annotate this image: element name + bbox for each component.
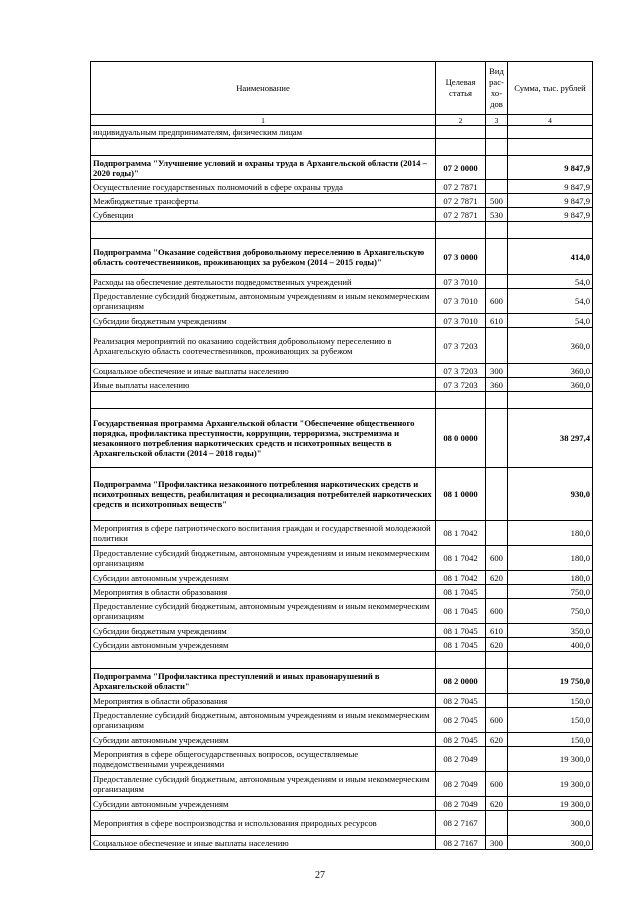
cell-sum: 750,0 (508, 585, 593, 599)
cell-name: Государственная программа Архангельской области "Обеспечение общественного порядка, профилактика преступности, коррупции, терроризма, экстремизма и незаконного потребления наркотических средств и психотропных веществ в Архангельской области (2014 – 2018 годы)" (91, 409, 436, 468)
cell-code: 07 2 7871 (436, 194, 486, 208)
header-vid: Вид рас-хо-дов (486, 62, 508, 115)
table-row (91, 797, 593, 811)
section-row (91, 156, 593, 180)
spacer-row (91, 222, 593, 239)
cell-name: Подпрограмма "Профилактика незаконного потребления наркотических средств и психотропных веществ, реабилитация и ресоциализация потребителей наркотических средств и психотропных веществ" (91, 468, 436, 521)
cell-name: Мероприятия в сфере воспроизводства и использования природных ресурсов (91, 811, 436, 836)
cell-vid (486, 468, 508, 521)
table-row (91, 811, 593, 836)
cell-vid (486, 585, 508, 599)
cell-code: 08 1 0000 (436, 468, 486, 521)
cell-vid (486, 239, 508, 275)
cell-vid (486, 669, 508, 694)
table-row (91, 364, 593, 378)
cell-name: Предоставление субсидий бюджетным, автономным учреждениям и иным некоммерческим организациям (91, 599, 436, 624)
cell-sum: 180,0 (508, 546, 593, 571)
cell-name: Мероприятия в сфере патриотического воспитания граждан и государственной молодежной политики (91, 521, 436, 546)
cell-code: 07 3 7010 (436, 314, 486, 328)
header-name: Наименование (91, 62, 436, 115)
table-row (91, 314, 593, 328)
cell-code: 08 1 7045 (436, 599, 486, 624)
spacer-row (91, 652, 593, 669)
cell-name: Социальное обеспечение и иные выплаты населению (91, 364, 436, 378)
empty-cell (436, 222, 486, 239)
cell-name: Предоставление субсидий бюджетным, автономным учреждениям и иным некоммерческим организациям (91, 289, 436, 314)
table-row (91, 180, 593, 194)
cell-code: 08 2 7049 (436, 797, 486, 811)
cell-name: Субсидии бюджетным учреждениям (91, 314, 436, 328)
cell-vid: 620 (486, 571, 508, 585)
section-row (91, 669, 593, 694)
cell-name: Субсидии автономным учреждениям (91, 733, 436, 747)
cell-name: Осуществление государственных полномочий в сфере охраны труда (91, 180, 436, 194)
cell-code: 07 3 7203 (436, 328, 486, 364)
cell-code: 08 2 7049 (436, 747, 486, 772)
cell-sum: 350,0 (508, 624, 593, 638)
cell-code: 07 3 7203 (436, 378, 486, 392)
cell-sum: 150,0 (508, 694, 593, 708)
empty-cell (508, 652, 593, 669)
cell-vid (486, 328, 508, 364)
cell-name: Иные выплаты населению (91, 378, 436, 392)
cell-code: 07 2 7871 (436, 208, 486, 222)
table-row (91, 194, 593, 208)
table-row (91, 571, 593, 585)
table-row (91, 708, 593, 733)
section-row (91, 468, 593, 521)
cell-sum: 9 847,9 (508, 194, 593, 208)
empty-cell (436, 139, 486, 156)
cell-sum: 19 300,0 (508, 797, 593, 811)
cell-name: Подпрограмма "Профилактика преступлений и иных правонарушений в Архангельской области" (91, 669, 436, 694)
cell-vid (486, 521, 508, 546)
empty-cell (486, 652, 508, 669)
cell-name: Предоставление субсидий бюджетным, автономным учреждениям и иным некоммерческим организациям (91, 772, 436, 797)
cell-vid (486, 126, 508, 139)
cell-code: 08 2 7167 (436, 836, 486, 850)
cell-code: 08 2 7049 (436, 772, 486, 797)
cell-sum: 19 300,0 (508, 772, 593, 797)
cell-vid: 500 (486, 194, 508, 208)
cell-vid: 600 (486, 772, 508, 797)
cell-vid (486, 694, 508, 708)
table-row (91, 328, 593, 364)
cell-code: 08 1 7045 (436, 638, 486, 652)
header-code: Целевая статья (436, 62, 486, 115)
cell-name: Субвенции (91, 208, 436, 222)
table-row (91, 772, 593, 797)
cell-name: Реализация мероприятий по оказанию содействия добровольному переселению в Архангельскую область соотечественников, проживающих за рубежом (91, 328, 436, 364)
cell-sum: 19 300,0 (508, 747, 593, 772)
empty-cell (486, 222, 508, 239)
cell-code: 08 0 0000 (436, 409, 486, 468)
cell-vid: 620 (486, 797, 508, 811)
cell-sum: 38 297,4 (508, 409, 593, 468)
cell-sum: 300,0 (508, 836, 593, 850)
cell-code: 08 2 7045 (436, 694, 486, 708)
cell-vid: 530 (486, 208, 508, 222)
column-number: 3 (486, 115, 508, 126)
column-number-row (91, 115, 593, 126)
cell-vid: 300 (486, 836, 508, 850)
cell-vid: 600 (486, 708, 508, 733)
table-row (91, 836, 593, 850)
table-header-row (91, 62, 593, 115)
cell-sum: 9 847,9 (508, 208, 593, 222)
cell-name: Межбюджетные трансферты (91, 194, 436, 208)
cell-code: 07 3 7010 (436, 289, 486, 314)
cell-name: Мероприятия в сфере общегосударственных вопросов, осуществляемые подведомственными учреждениями (91, 747, 436, 772)
table-row (91, 546, 593, 571)
cell-code: 07 3 7203 (436, 364, 486, 378)
cell-vid (486, 156, 508, 180)
empty-cell (91, 652, 436, 669)
cell-sum: 930,0 (508, 468, 593, 521)
cell-vid: 300 (486, 364, 508, 378)
cell-name: Субсидии автономным учреждениям (91, 797, 436, 811)
cell-vid: 610 (486, 624, 508, 638)
cell-code: 08 1 7042 (436, 521, 486, 546)
table-row (91, 289, 593, 314)
table-row (91, 733, 593, 747)
column-number: 4 (508, 115, 593, 126)
cell-name: Подпрограмма "Улучшение условий и охраны труда в Архангельской области (2014 – 2020 годы)" (91, 156, 436, 180)
cell-code: 08 2 7045 (436, 733, 486, 747)
cell-sum: 180,0 (508, 521, 593, 546)
cell-name: Субсидии автономным учреждениям (91, 638, 436, 652)
cell-code: 08 2 7045 (436, 708, 486, 733)
table-row (91, 521, 593, 546)
column-number: 1 (91, 115, 436, 126)
cell-name: Субсидии бюджетным учреждениям (91, 624, 436, 638)
cell-vid (486, 811, 508, 836)
cell-vid: 620 (486, 733, 508, 747)
cell-sum: 750,0 (508, 599, 593, 624)
cell-code: 08 2 0000 (436, 669, 486, 694)
cell-code (436, 126, 486, 139)
cell-sum (508, 126, 593, 139)
empty-cell (91, 392, 436, 409)
section-row (91, 409, 593, 468)
cell-code: 07 3 7010 (436, 275, 486, 289)
empty-cell (91, 139, 436, 156)
cell-sum: 9 847,9 (508, 180, 593, 194)
cell-name: Мероприятия в области образования (91, 694, 436, 708)
empty-cell (91, 222, 436, 239)
cell-vid: 600 (486, 289, 508, 314)
cell-name: Предоставление субсидий бюджетным, автономным учреждениям и иным некоммерческим организациям (91, 546, 436, 571)
table-row (91, 599, 593, 624)
cell-sum: 360,0 (508, 328, 593, 364)
cell-name: Подпрограмма "Оказание содействия добровольному переселению в Архангельскую область соотечественников, проживающих за рубежом (2014 – 2015 годы)" (91, 239, 436, 275)
budget-table-body (91, 62, 593, 850)
cell-name: Расходы на обеспечение деятельности подведомственных учреждений (91, 275, 436, 289)
cell-name: Субсидии автономным учреждениям (91, 571, 436, 585)
table-row (91, 585, 593, 599)
cell-sum: 400,0 (508, 638, 593, 652)
cell-vid (486, 409, 508, 468)
empty-cell (508, 139, 593, 156)
table-row (91, 378, 593, 392)
spacer-row (91, 139, 593, 156)
column-number: 2 (436, 115, 486, 126)
cell-vid: 600 (486, 546, 508, 571)
cell-vid: 600 (486, 599, 508, 624)
cell-sum: 414,0 (508, 239, 593, 275)
cell-code: 08 1 7045 (436, 585, 486, 599)
cell-name: Социальное обеспечение и иные выплаты населению (91, 836, 436, 850)
cell-code: 08 1 7042 (436, 546, 486, 571)
cell-sum: 54,0 (508, 289, 593, 314)
cell-sum: 360,0 (508, 378, 593, 392)
cell-sum: 360,0 (508, 364, 593, 378)
cell-code: 07 3 0000 (436, 239, 486, 275)
spacer-row (91, 392, 593, 409)
empty-cell (508, 222, 593, 239)
table-row (91, 638, 593, 652)
empty-cell (486, 139, 508, 156)
cell-sum: 180,0 (508, 571, 593, 585)
cell-sum: 54,0 (508, 314, 593, 328)
cell-code: 07 2 0000 (436, 156, 486, 180)
table-row (91, 694, 593, 708)
cell-vid (486, 275, 508, 289)
cell-sum: 9 847,9 (508, 156, 593, 180)
empty-cell (486, 392, 508, 409)
cell-sum: 150,0 (508, 733, 593, 747)
table-row (91, 624, 593, 638)
cell-name: Предоставление субсидий бюджетным, автономным учреждениям и иным некоммерческим организациям (91, 708, 436, 733)
cell-sum: 300,0 (508, 811, 593, 836)
cell-sum: 150,0 (508, 708, 593, 733)
table-row (91, 275, 593, 289)
budget-table (90, 61, 593, 850)
empty-cell (508, 392, 593, 409)
empty-cell (436, 392, 486, 409)
cell-code: 08 1 7042 (436, 571, 486, 585)
table-row (91, 208, 593, 222)
cell-code: 08 1 7045 (436, 624, 486, 638)
table-row (91, 747, 593, 772)
cell-name: индивидуальным предпринимателям, физическим лицам (91, 126, 436, 139)
cell-vid (486, 180, 508, 194)
table-row (91, 126, 593, 139)
cell-sum: 54,0 (508, 275, 593, 289)
cell-code: 08 2 7167 (436, 811, 486, 836)
header-sum: Сумма, тыс. рублей (508, 62, 593, 115)
cell-vid: 620 (486, 638, 508, 652)
cell-vid (486, 747, 508, 772)
page-number: 27 (315, 870, 325, 881)
cell-vid: 360 (486, 378, 508, 392)
cell-sum: 19 750,0 (508, 669, 593, 694)
section-row (91, 239, 593, 275)
cell-vid: 610 (486, 314, 508, 328)
cell-code: 07 2 7871 (436, 180, 486, 194)
cell-name: Мероприятия в области образования (91, 585, 436, 599)
empty-cell (436, 652, 486, 669)
